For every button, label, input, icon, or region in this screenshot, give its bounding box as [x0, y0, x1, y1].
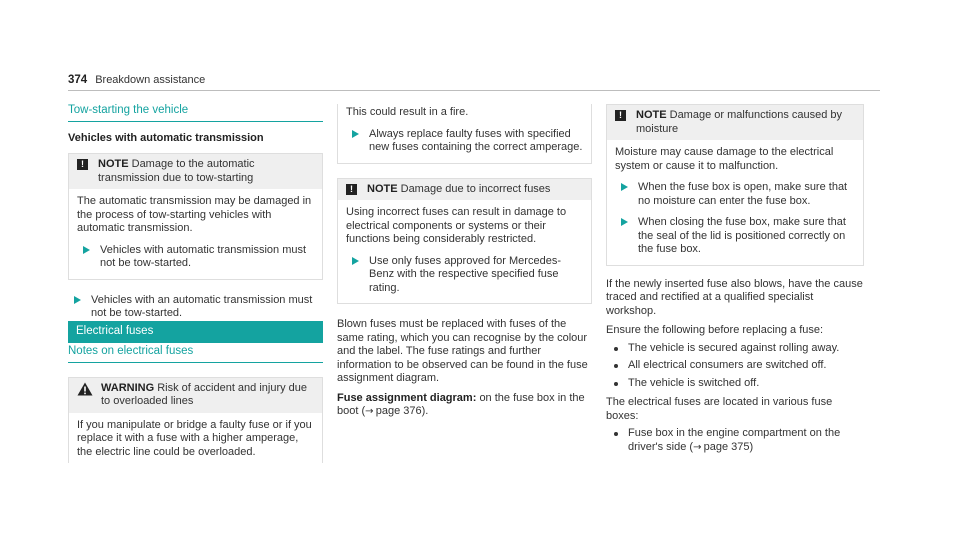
page-header — [68, 74, 205, 88]
page-reference-link[interactable]: page 375 — [703, 440, 750, 453]
column-1-lower — [68, 345, 323, 463]
section-rule — [68, 121, 323, 122]
instruction-text: Always replace faulty fuses with specified new fuses containing the correct amperage. — [369, 127, 583, 153]
warning-triangle-icon — [77, 382, 93, 396]
bullet-list — [606, 342, 864, 391]
note-header — [69, 154, 322, 189]
page-number: 374 — [68, 74, 88, 86]
bullet-icon — [614, 432, 618, 436]
warning-box-continued — [337, 104, 592, 164]
list-item: The vehicle is switched off. — [606, 377, 864, 391]
instruction-text: Vehicles with automatic transmission must not be tow-started. — [100, 243, 307, 269]
instruction-text: When the fuse box is open, make sure that no moisture can enter the fuse box. — [638, 181, 848, 207]
note-box — [337, 178, 592, 305]
page-title: Breakdown assistance — [95, 74, 206, 86]
warning-text: If you manipulate or bridge a faulty fuse or if you replace it with a fuse with a higher amperage, the electric line could be overloaded. — [77, 418, 312, 458]
note-body — [607, 140, 863, 265]
note-body — [69, 189, 322, 279]
bullet-icon — [614, 382, 618, 386]
note-keyword: NOTE — [636, 109, 667, 121]
instruction — [615, 216, 855, 257]
exclamation-icon: ! — [77, 159, 88, 170]
note-heading: Damage or malfunctions caused by moisture — [636, 109, 843, 135]
page-reference-link[interactable]: page 376 — [375, 405, 422, 417]
exclamation-icon: ! — [615, 110, 626, 121]
warning-text: This could result in a fire. — [346, 106, 469, 118]
cross-reference-arrow-icon: → — [365, 406, 374, 417]
arrow-right-icon — [352, 257, 359, 265]
instruction-text: Vehicles with an automatic transmission must not be tow-started. — [91, 293, 313, 319]
body-paragraph: If the newly inserted fuse also blows, have the cause traced and rectified at a qualified specialist workshop. — [606, 277, 863, 317]
fuse-assignment-end: ). — [421, 405, 429, 417]
note-header — [338, 179, 591, 201]
subsection-title: Notes on electrical fuses — [68, 345, 194, 357]
warning-keyword: WARNING — [101, 381, 155, 394]
body-paragraph: Ensure the following before replacing a fuse: — [606, 324, 824, 336]
body-paragraph: Blown fuses must be replaced with fuses of the same rating, which you can recognise by the colour and the label. The fuse ratings and further information to be observed can be found in the fuse assignment diagram. — [337, 318, 588, 384]
note-box — [606, 104, 864, 266]
instruction — [346, 128, 583, 155]
warning-header — [69, 378, 322, 413]
list-item: The vehicle is secured against rolling away. — [606, 342, 864, 356]
section-band — [68, 321, 323, 343]
subsection-rule — [68, 362, 323, 363]
warning-box — [68, 377, 323, 464]
note-text: Using incorrect fuses can result in damage to electrical components or systems or their functions being considerably restricted. — [346, 206, 567, 245]
arrow-right-icon — [74, 296, 81, 304]
column-3 — [606, 104, 864, 454]
arrow-right-icon — [352, 130, 359, 138]
instruction — [68, 294, 323, 321]
warning-heading: Risk of accident and injury due to overloaded lines — [101, 381, 308, 407]
bullet-icon — [614, 364, 618, 368]
bullet-list — [606, 427, 864, 454]
warning-body — [69, 413, 322, 464]
header-divider — [68, 90, 880, 91]
note-text: Moisture may cause damage to the electrical system or cause it to malfunction. — [615, 146, 834, 172]
note-keyword: NOTE — [367, 182, 398, 195]
list-item: Fuse box in the engine compartment on the driver's side (→ page 375) — [606, 427, 864, 454]
instruction-text: Use only fuses approved for Mercedes-Benz with the respective specified fuse rating. — [369, 254, 561, 294]
column-2 — [337, 104, 592, 419]
fuse-assignment-paragraph — [337, 392, 592, 419]
instruction — [77, 244, 314, 271]
warning-body — [338, 104, 591, 163]
arrow-right-icon — [83, 246, 90, 254]
exclamation-icon: ! — [346, 184, 357, 195]
subsection-title: Vehicles with automatic transmission — [68, 131, 264, 144]
fuse-assignment-text: on the fuse box in the boot ( — [337, 391, 585, 417]
instruction-text: When closing the fuse box, make sure that the seal of the lid is positioned correctly on the fuse box. — [638, 216, 846, 255]
note-heading: Damage due to incorrect fuses — [400, 182, 551, 195]
body-paragraph: The electrical fuses are located in various fuse boxes: — [606, 396, 833, 422]
column-1 — [68, 104, 323, 321]
note-body — [338, 200, 591, 303]
note-heading: Damage to the automatic transmission due to tow-starting — [98, 158, 255, 184]
note-keyword: NOTE — [98, 158, 129, 170]
band-title: Electrical fuses — [76, 325, 154, 337]
arrow-right-icon — [621, 183, 628, 191]
instruction — [346, 255, 583, 296]
bullet-icon — [614, 347, 618, 351]
fuse-assignment-label: Fuse assignment diagram: — [337, 391, 477, 404]
note-box — [68, 153, 323, 280]
note-header — [607, 105, 863, 140]
instruction — [615, 181, 855, 208]
section-title: Tow-starting the vehicle — [68, 104, 189, 116]
list-item: All electrical consumers are switched off. — [606, 359, 864, 373]
cross-reference-arrow-icon: → — [693, 441, 702, 453]
arrow-right-icon — [621, 218, 628, 226]
note-text: The automatic transmission may be damaged in the process of tow-starting vehicles with automatic transmission. — [77, 195, 312, 234]
